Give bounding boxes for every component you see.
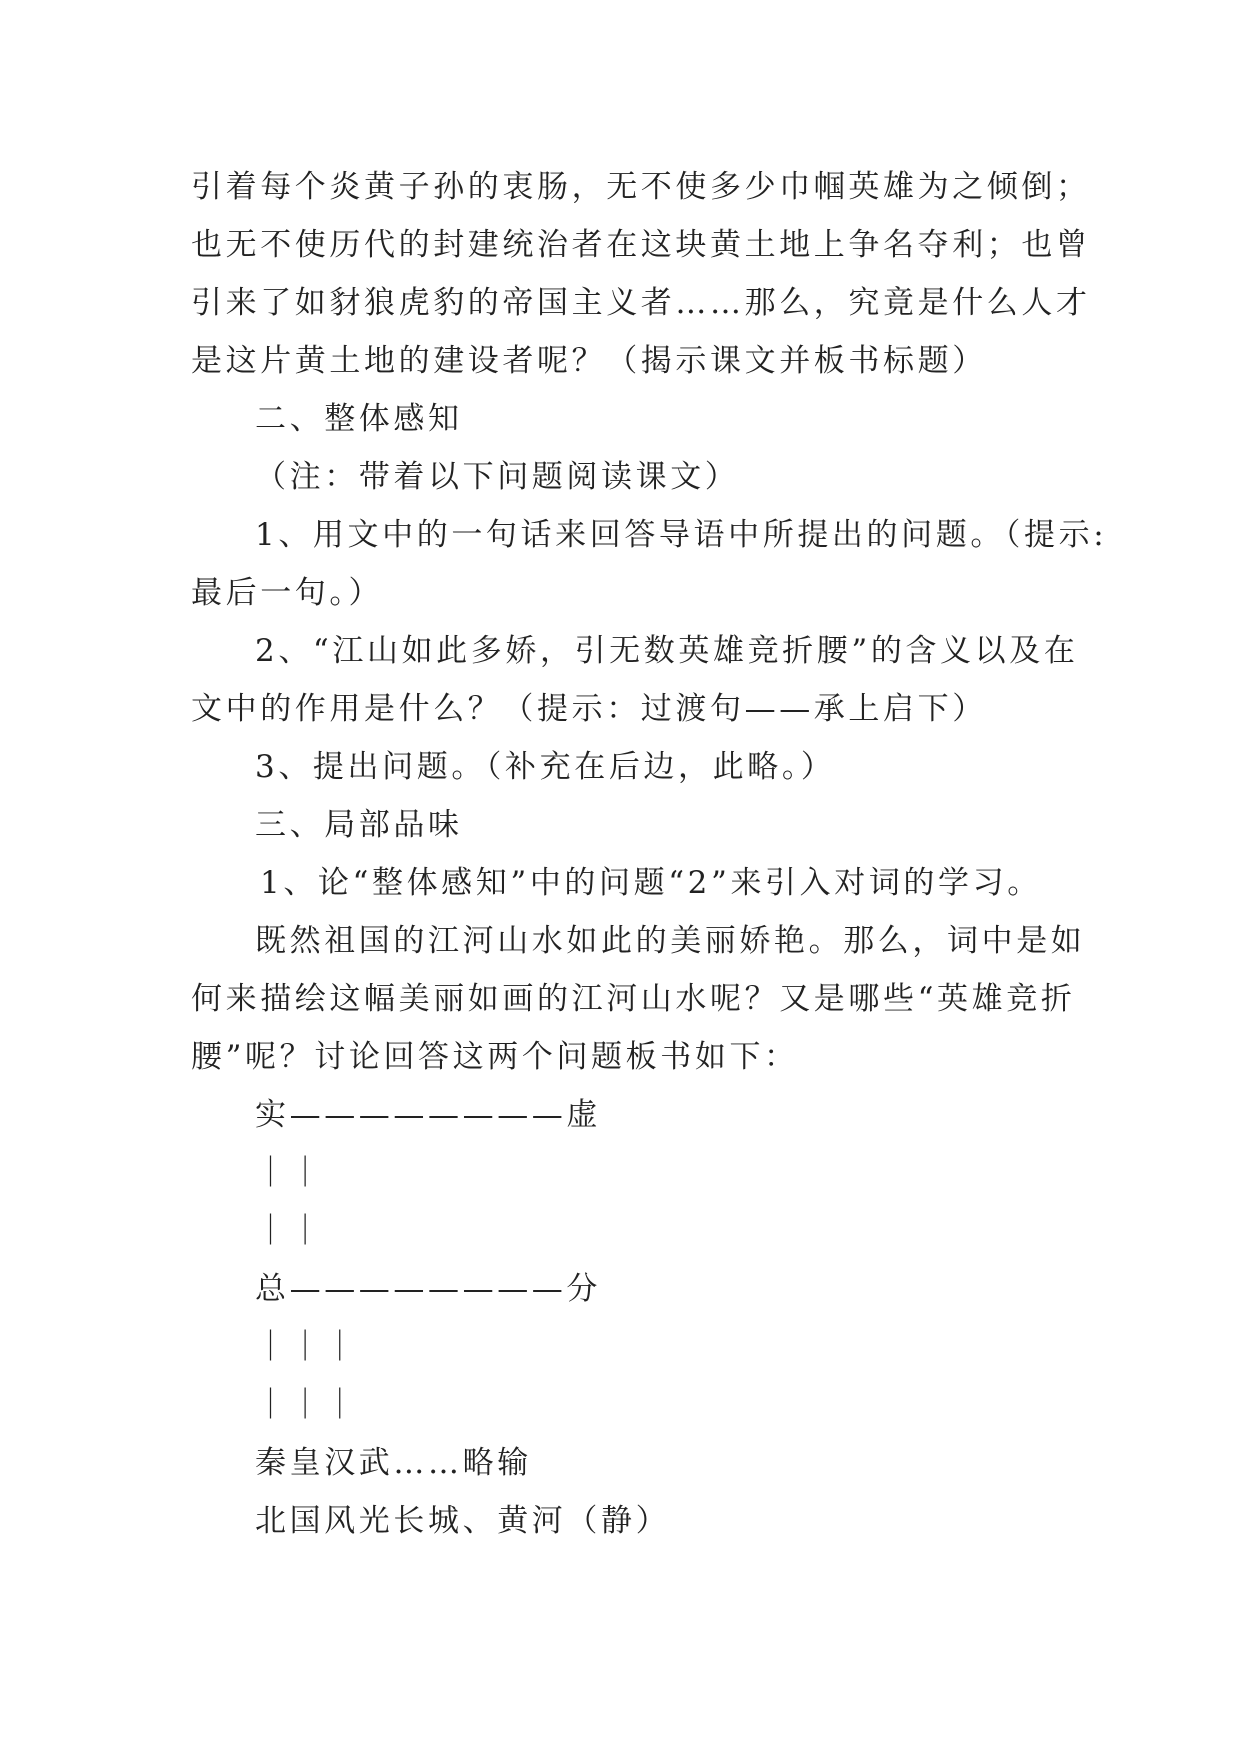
board-diagram-line: ｜｜ [255,1155,325,1191]
paragraph-line: 引着每个炎黄子孙的衷肠，无不使多少巾帼英雄为之倾倒； [191,169,1091,205]
note-line: （注：带着以下问题阅读课文） [255,459,740,495]
question-item: 2、“江山如此多娇，引无数英雄竞折腰”的含义以及在 [255,633,1079,669]
paragraph-line: 腰”呢？讨论回答这两个问题板书如下： [191,1039,799,1075]
question-item: 1、论“整体感知”中的问题“2”来引入对词的学习。 [260,865,1042,901]
question-item: 3、提出问题。（补充在后边，此略。） [255,749,836,785]
paragraph-line: 是这片黄土地的建设者呢？（揭示课文并板书标题） [191,343,987,379]
board-diagram-line: 总————————分 [255,1271,601,1307]
section-heading: 二、整体感知 [255,401,463,437]
paragraph-line: 既然祖国的江河山水如此的美丽娇艳。那么，词中是如 [255,923,1086,959]
paragraph-line: 引来了如豺狼虎豹的帝国主义者……那么，究竟是什么人才 [191,285,1091,321]
board-diagram-line: 实————————虚 [255,1097,601,1133]
board-diagram-line: ｜｜｜ [255,1387,359,1423]
paragraph-line: 何来描绘这幅美丽如画的江河山水呢？又是哪些“英雄竞折 [191,981,1076,1017]
question-item: 1、用文中的一句话来回答导语中所提出的问题。（提示: [255,517,1108,553]
paragraph-line: 也无不使历代的封建统治者在这块黄土地上争名夺利；也曾 [191,227,1091,263]
paragraph-line: 最后一句。） [191,575,384,611]
section-heading: 三、局部品味 [255,807,463,843]
paragraph-line: 文中的作用是什么？（提示：过渡句——承上启下） [191,691,987,727]
board-diagram-line: ｜｜ [255,1213,325,1249]
board-diagram-line: ｜｜｜ [255,1329,359,1365]
board-diagram-line: 北国风光长城、黄河（静） [255,1503,671,1539]
board-diagram-line: 秦皇汉武……略输 [255,1445,532,1481]
